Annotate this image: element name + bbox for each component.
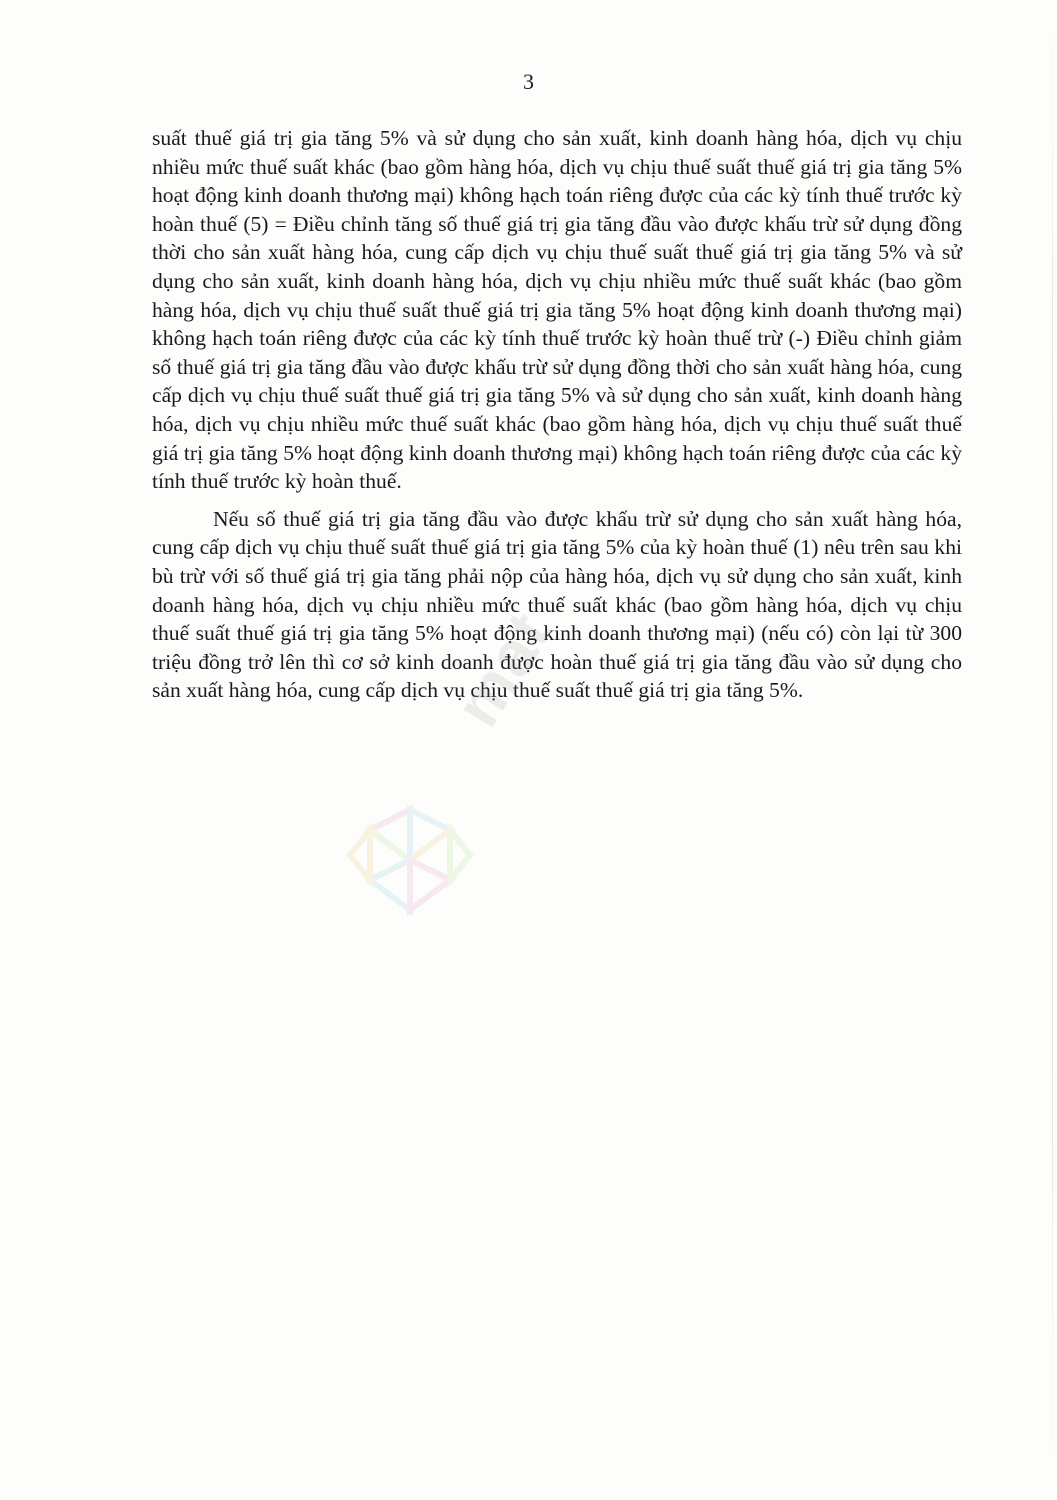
watermark-logo-icon bbox=[330, 770, 590, 970]
page-number: 3 bbox=[523, 69, 534, 94]
document-body bbox=[152, 124, 962, 705]
paragraph-continuation: suất thuế giá trị gia tăng 5% và sử dụng cho sản xuất, kinh doanh hàng hóa, dịch vụ chịu nhiều mức thuế suất khác (bao gồm hàng hóa, dịch vụ chịu thuế suất thuế giá trị gia tăng 5% hoạt động kinh doanh thương mại) không hạch toán riêng được của các kỳ tính thuế trước kỳ hoàn thuế (5) = Điều chỉnh tăng số thuế giá trị gia tăng đầu vào được khấu trừ sử dụng đồng thời cho sản xuất hàng hóa, cung cấp dịch vụ chịu thuế suất thuế giá trị gia tăng 5% và sử dụng cho sản xuất, kinh doanh hàng hóa, dịch vụ chịu nhiều mức thuế suất khác (bao gồm hàng hóa, dịch vụ chịu thuế suất thuế giá trị gia tăng 5% hoạt động kinh doanh thương mại) không hạch toán riêng được của các kỳ tính thuế trước kỳ hoàn thuế trừ (-) Điều chỉnh giảm số thuế giá trị gia tăng đầu vào được khấu trừ sử dụng đồng thời cho sản xuất hàng hóa, cung cấp dịch vụ chịu thuế suất thuế giá trị gia tăng 5% và sử dụng cho sản xuất, kinh doanh hàng hóa, dịch vụ chịu nhiều mức thuế suất khác (bao gồm hàng hóa, dịch vụ chịu thuế suất thuế giá trị gia tăng 5% hoạt động kinh doanh thương mại) không hạch toán riêng được của các kỳ tính thuế trước kỳ hoàn thuế. bbox=[152, 126, 962, 494]
paragraph-refund-condition: Nếu số thuế giá trị gia tăng đầu vào được khấu trừ sử dụng cho sản xuất hàng hóa, cung cấp dịch vụ chịu thuế suất thuế giá trị gia tăng 5% của kỳ hoàn thuế (1) nêu trên sau khi bù trừ với số thuế giá trị gia tăng phải nộp của hàng hóa, dịch vụ sử dụng cho sản xuất, kinh doanh hàng hóa, dịch vụ chịu nhiều mức thuế suất khác (bao gồm hàng hóa, dịch vụ chịu thuế suất thuế giá trị gia tăng 5% hoạt động kinh doanh thương mại) (nếu có) còn lại từ 300 triệu đồng trở lên thì cơ sở kinh doanh được hoàn thuế giá trị gia tăng đầu vào sử dụng cho sản xuất hàng hóa, cung cấp dịch vụ chịu thuế suất thuế giá trị gia tăng 5%. bbox=[152, 506, 962, 703]
watermark-text: mat bbox=[440, 598, 566, 739]
page-edge-shadow bbox=[1052, 0, 1053, 1500]
